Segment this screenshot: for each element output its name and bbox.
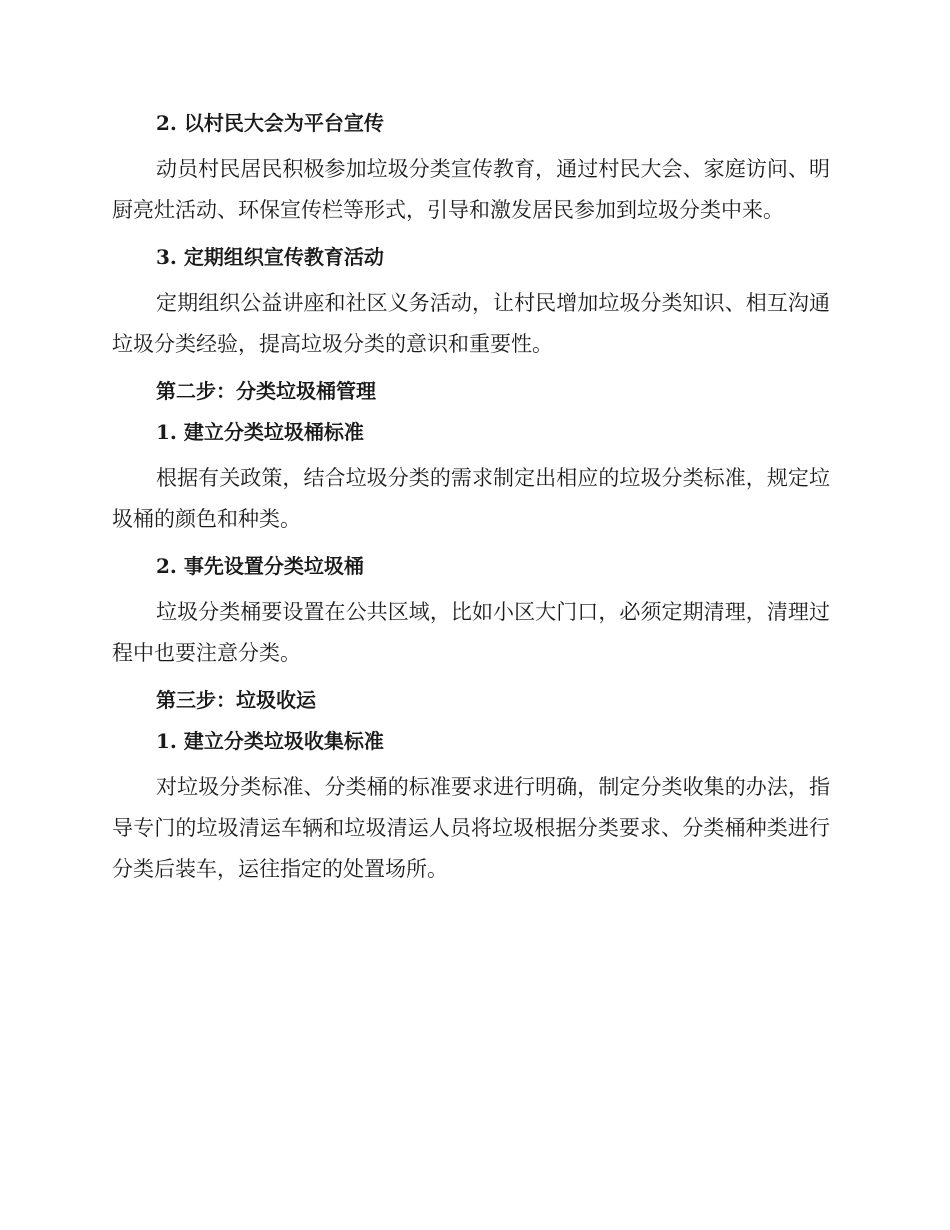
section-heading: 3. 定期组织宣传教育活动 xyxy=(156,245,384,269)
paragraph: 对垃圾分类标准、分类桶的标准要求进行明确，制定分类收集的办法，指导专门的垃圾清运车辆和垃圾清运人员将垃圾根据分类要求、分类桶种类进行分类后装车，运往指定的处置场所。 xyxy=(112,775,830,881)
section-heading: 2. 以村民大会为平台宣传 xyxy=(156,111,384,135)
paragraph: 根据有关政策，结合垃圾分类的需求制定出相应的垃圾分类标准，规定垃圾桶的颜色和种类。 xyxy=(112,466,830,531)
document-body xyxy=(112,108,830,890)
section-heading: 1. 建立分类垃圾桶标准 xyxy=(156,420,364,444)
step-heading: 第三步：垃圾收运 xyxy=(156,688,316,712)
paragraph: 动员村民居民积极参加垃圾分类宣传教育，通过村民大会、家庭访问、明厨亮灶活动、环保宣传栏等形式，引导和激发居民参加到垃圾分类中来。 xyxy=(112,157,830,222)
step-heading: 第二步：分类垃圾桶管理 xyxy=(156,379,376,403)
paragraph: 定期组织公益讲座和社区义务活动，让村民增加垃圾分类知识、相互沟通垃圾分类经验，提高垃圾分类的意识和重要性。 xyxy=(112,291,830,356)
section-heading: 1. 建立分类垃圾收集标准 xyxy=(156,729,384,753)
paragraph: 垃圾分类桶要设置在公共区域，比如小区大门口，必须定期清理，清理过程中也要注意分类。 xyxy=(112,600,830,665)
section-heading: 2. 事先设置分类垃圾桶 xyxy=(156,554,364,578)
